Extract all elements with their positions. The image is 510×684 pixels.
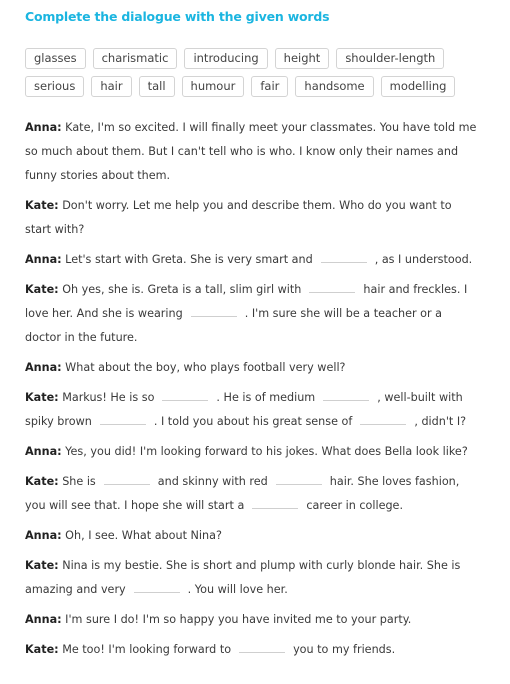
dialogue-text: Markus! He is so [58,391,155,404]
dialogue-text: Don't worry. Let me help you and describe them. Who do you want to start with? [25,199,452,236]
dialogue-line [25,470,480,518]
speaker-name: Anna: [25,361,62,374]
dialogue-text: . I'm sure she will be a teacher or a doctor in the future. [25,307,442,344]
dialogue-text: and skinny with red [157,475,268,488]
answer-blank[interactable] [323,388,369,401]
dialogue-line [25,248,480,272]
dialogue-text: hair and freckles. I love her. And she is wearing [25,283,468,320]
answer-blank[interactable] [162,388,208,401]
dialogue-text: Me too! I'm looking forward to [58,643,232,656]
answer-blank[interactable] [104,472,150,485]
answer-blank[interactable] [191,304,237,317]
dialogue-text: . I told you about his great sense of [153,415,353,428]
dialogue-text: you to my friends. [293,643,396,656]
speaker-name: Anna: [25,121,62,134]
word-bank-row-2 [25,76,445,97]
dialogue-text: career in college. [306,499,404,512]
dialogue-text: . You will love her. [187,583,288,596]
dialogue-text: Yes, you did! I'm looking forward to his jokes. What does Bella look like? [61,445,468,458]
dialogue-line [25,440,480,464]
answer-blank[interactable] [276,472,322,485]
word-chip[interactable]: introducing [184,48,267,69]
word-bank-row-1 [25,48,445,69]
speaker-name: Kate: [25,559,59,572]
speaker-name: Kate: [25,391,59,404]
dialogue-text: , as I understood. [374,253,473,266]
dialogue-text: She is [58,475,96,488]
dialogue-line [25,524,480,548]
dialogue-text: What about the boy, who plays football very well? [61,361,346,374]
answer-blank[interactable] [360,412,406,425]
speaker-name: Anna: [25,253,62,266]
dialogue-text: . He is of medium [216,391,316,404]
exercise-title: Complete the dialogue with the given words [25,9,330,24]
speaker-name: Kate: [25,283,59,296]
dialogue-text: Kate, I'm so excited. I will finally meet your classmates. You have told me so much about them. But I can't tell who is who. I know only their names and funny stories about them. [25,121,477,182]
answer-blank[interactable] [239,640,285,653]
speaker-name: Kate: [25,475,59,488]
dialogue-line [25,386,480,434]
answer-blank[interactable] [134,580,180,593]
word-chip[interactable]: serious [25,76,84,97]
dialogue-text: , well-built with spiky brown [25,391,463,428]
word-chip[interactable]: glasses [25,48,86,69]
speaker-name: Anna: [25,529,62,542]
word-chip[interactable]: height [275,48,330,69]
dialogue-text: I'm sure I do! I'm so happy you have invited me to your party. [61,613,412,626]
dialogue-text: Let's start with Greta. She is very smart and [61,253,313,266]
dialogue-text: Oh yes, she is. Greta is a tall, slim girl with [58,283,302,296]
word-bank [25,48,445,104]
word-chip[interactable]: handsome [295,76,373,97]
word-chip[interactable]: hair [91,76,131,97]
speaker-name: Anna: [25,445,62,458]
word-chip[interactable]: modelling [381,76,456,97]
word-chip[interactable]: tall [139,76,175,97]
speaker-name: Kate: [25,199,59,212]
dialogue-text: Nina is my bestie. She is short and plump with curly blonde hair. She is amazing and very [25,559,461,596]
speaker-name: Kate: [25,643,59,656]
dialogue-line [25,608,480,632]
dialogue-line [25,116,480,188]
dialogue-line [25,554,480,602]
answer-blank[interactable] [252,496,298,509]
answer-blank[interactable] [309,280,355,293]
dialogue-text: hair. She loves fashion, you will see that. I hope she will start a [25,475,460,512]
dialogue-text: , didn't I? [414,415,467,428]
dialogue [25,116,480,668]
word-chip[interactable]: humour [182,76,245,97]
word-chip[interactable]: fair [251,76,288,97]
dialogue-line [25,278,480,350]
speaker-name: Anna: [25,613,62,626]
word-chip[interactable]: charismatic [93,48,178,69]
answer-blank[interactable] [100,412,146,425]
dialogue-line [25,194,480,242]
dialogue-line [25,638,480,662]
answer-blank[interactable] [321,250,367,263]
dialogue-line [25,356,480,380]
word-chip[interactable]: shoulder-length [336,48,444,69]
dialogue-text: Oh, I see. What about Nina? [61,529,222,542]
